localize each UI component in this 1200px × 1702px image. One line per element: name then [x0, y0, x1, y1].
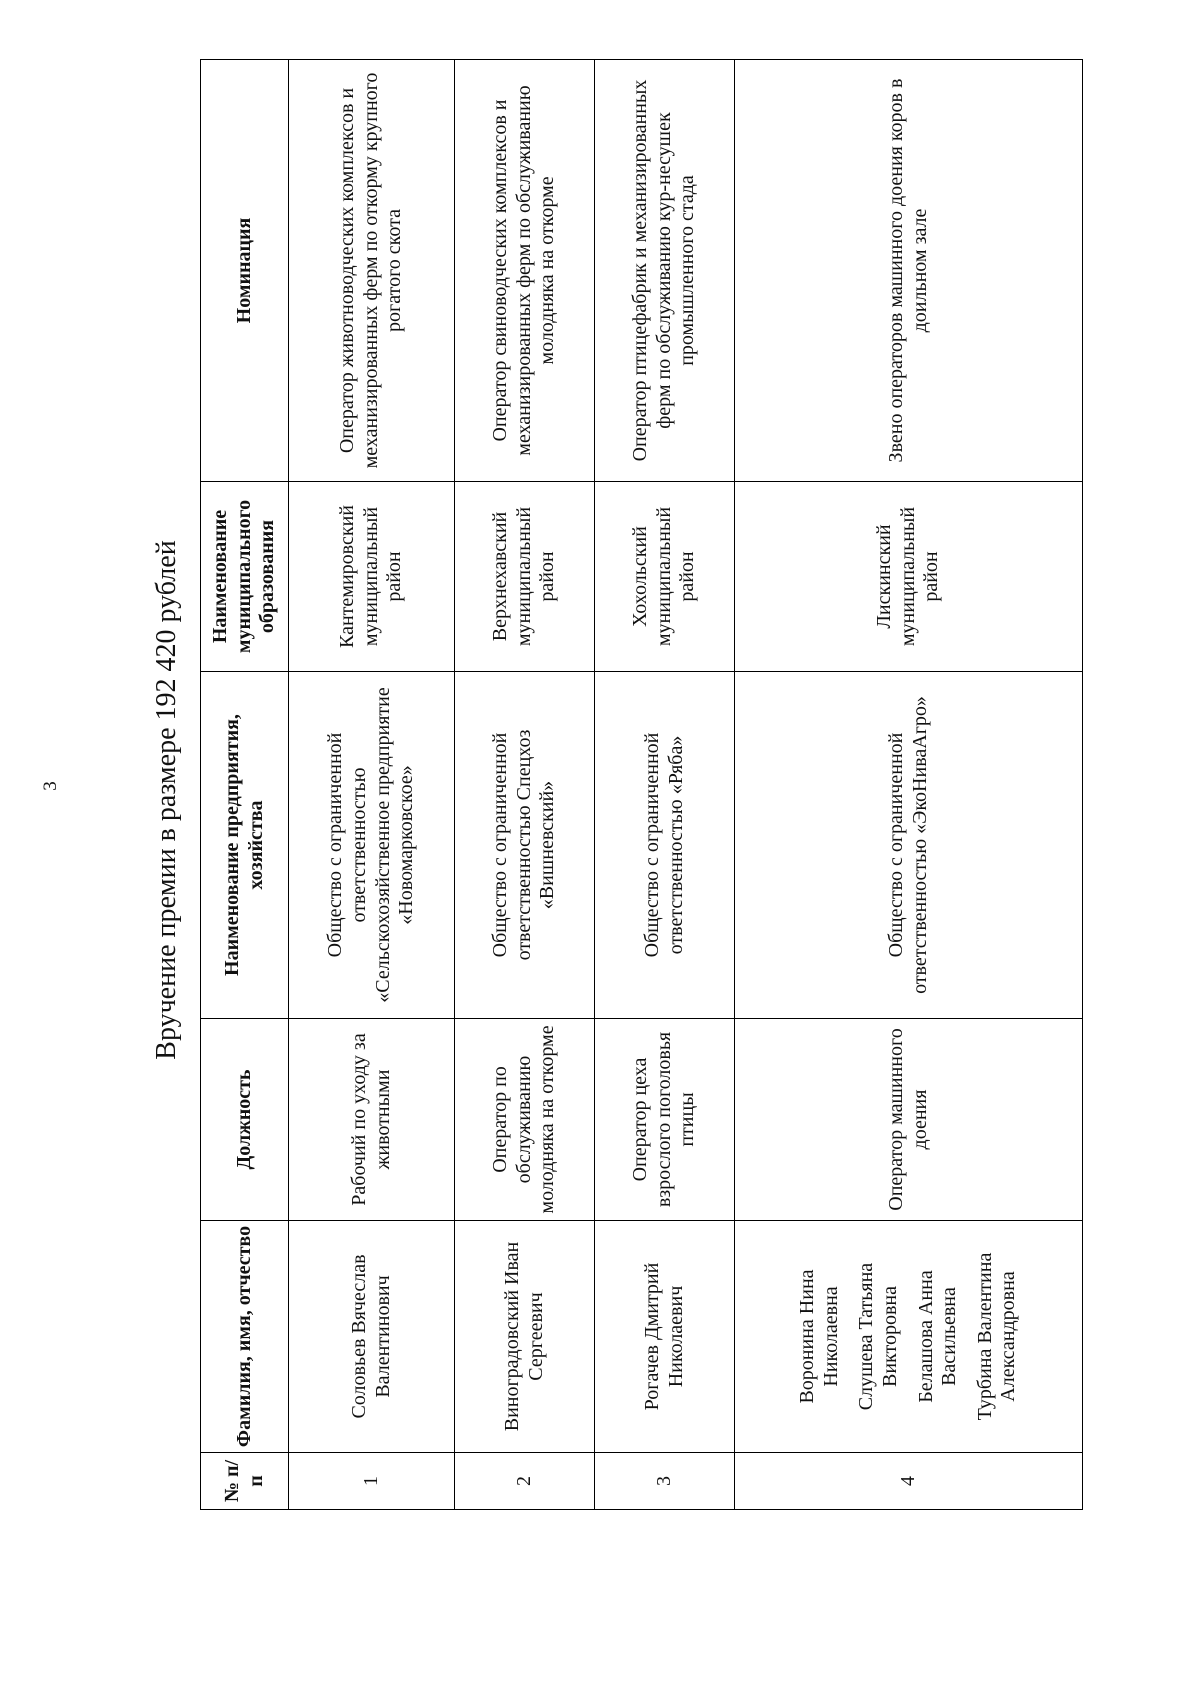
cell-name: [595, 1221, 735, 1453]
table-row: [735, 60, 1083, 1510]
header-enterprise: Наименование предприятия, хозяйства: [201, 672, 289, 1019]
cell-num: 4: [735, 1453, 1083, 1510]
cell-num: 2: [455, 1453, 595, 1510]
header-position: Должность: [201, 1019, 289, 1221]
cell-position: Оператор по обслуживанию молодняка на откорме: [455, 1019, 595, 1221]
table-header-row: [201, 60, 289, 1510]
person-name: Виноградовский Иван Сергеевич: [500, 1241, 547, 1432]
rotated-table-wrapper: [200, 60, 1082, 1510]
table-row: [289, 60, 455, 1510]
person-name: Турбина Валентина Александровна: [973, 1252, 1020, 1421]
cell-nomination: Оператор животноводческих комплексов и механизированных ферм по откорму крупного рогатого скота: [289, 60, 455, 482]
cell-enterprise: Общество с ограниченной ответственностью «Сельскохозяйственное предприятие «Новомарковское»: [289, 672, 455, 1019]
cell-position: Рабочий по уходу за животными: [289, 1019, 455, 1221]
cell-municipality: Кантемировский муниципальный район: [289, 482, 455, 672]
cell-num: 3: [595, 1453, 735, 1510]
cell-enterprise: Общество с ограниченной ответственностью «Ряба»: [595, 672, 735, 1019]
cell-nomination: Оператор птицефабрик и механизированных ферм по обслуживанию кур-несушек промышленного стада: [595, 60, 735, 482]
cell-position: Оператор машинного доения: [735, 1019, 1083, 1221]
document-title: Вручение премии в размере 192 420 рублей: [151, 540, 182, 1060]
cell-enterprise: Общество с ограниченной ответственностью Спецхоз «Вишневский»: [455, 672, 595, 1019]
cell-enterprise: Общество с ограниченной ответственностью «ЭкоНиваАгро»: [735, 672, 1083, 1019]
header-nomination: Номинация: [201, 60, 289, 482]
header-municipality: Наименование муниципального образования: [201, 482, 289, 672]
person-name: Слушева Татьяна Викторовна: [855, 1262, 901, 1411]
cell-position: Оператор цеха взрослого поголовья птицы: [595, 1019, 735, 1221]
cell-nomination: Звено операторов машинного доения коров в доильном зале: [735, 60, 1083, 482]
person-name: Белашова Анна Васильевна: [914, 1270, 961, 1403]
cell-nomination: Оператор свиноводческих комплексов и механизированных ферм по обслуживанию молодняка на откорме: [455, 60, 595, 482]
cell-name: [455, 1221, 595, 1453]
cell-municipality: Хохольский муниципальный район: [595, 482, 735, 672]
cell-num: 1: [289, 1453, 455, 1510]
header-name: Фамилия, имя, отчество: [201, 1221, 289, 1453]
person-name: Воронина Нина Николаевна: [796, 1269, 842, 1404]
person-name: Соловьев Вячеслав Валентинович: [347, 1254, 394, 1419]
header-num: № п/п: [201, 1453, 289, 1510]
page-number: 3: [39, 781, 61, 791]
table-row: [455, 60, 595, 1510]
award-table: [200, 59, 1083, 1510]
cell-municipality: Лискинский муниципальный район: [735, 482, 1083, 672]
table-row: [595, 60, 735, 1510]
person-name: Рогачев Дмитрий Николаевич: [640, 1262, 687, 1411]
cell-municipality: Верхнехавский муниципальный район: [455, 482, 595, 672]
cell-name: [289, 1221, 455, 1453]
cell-name: [735, 1221, 1083, 1453]
